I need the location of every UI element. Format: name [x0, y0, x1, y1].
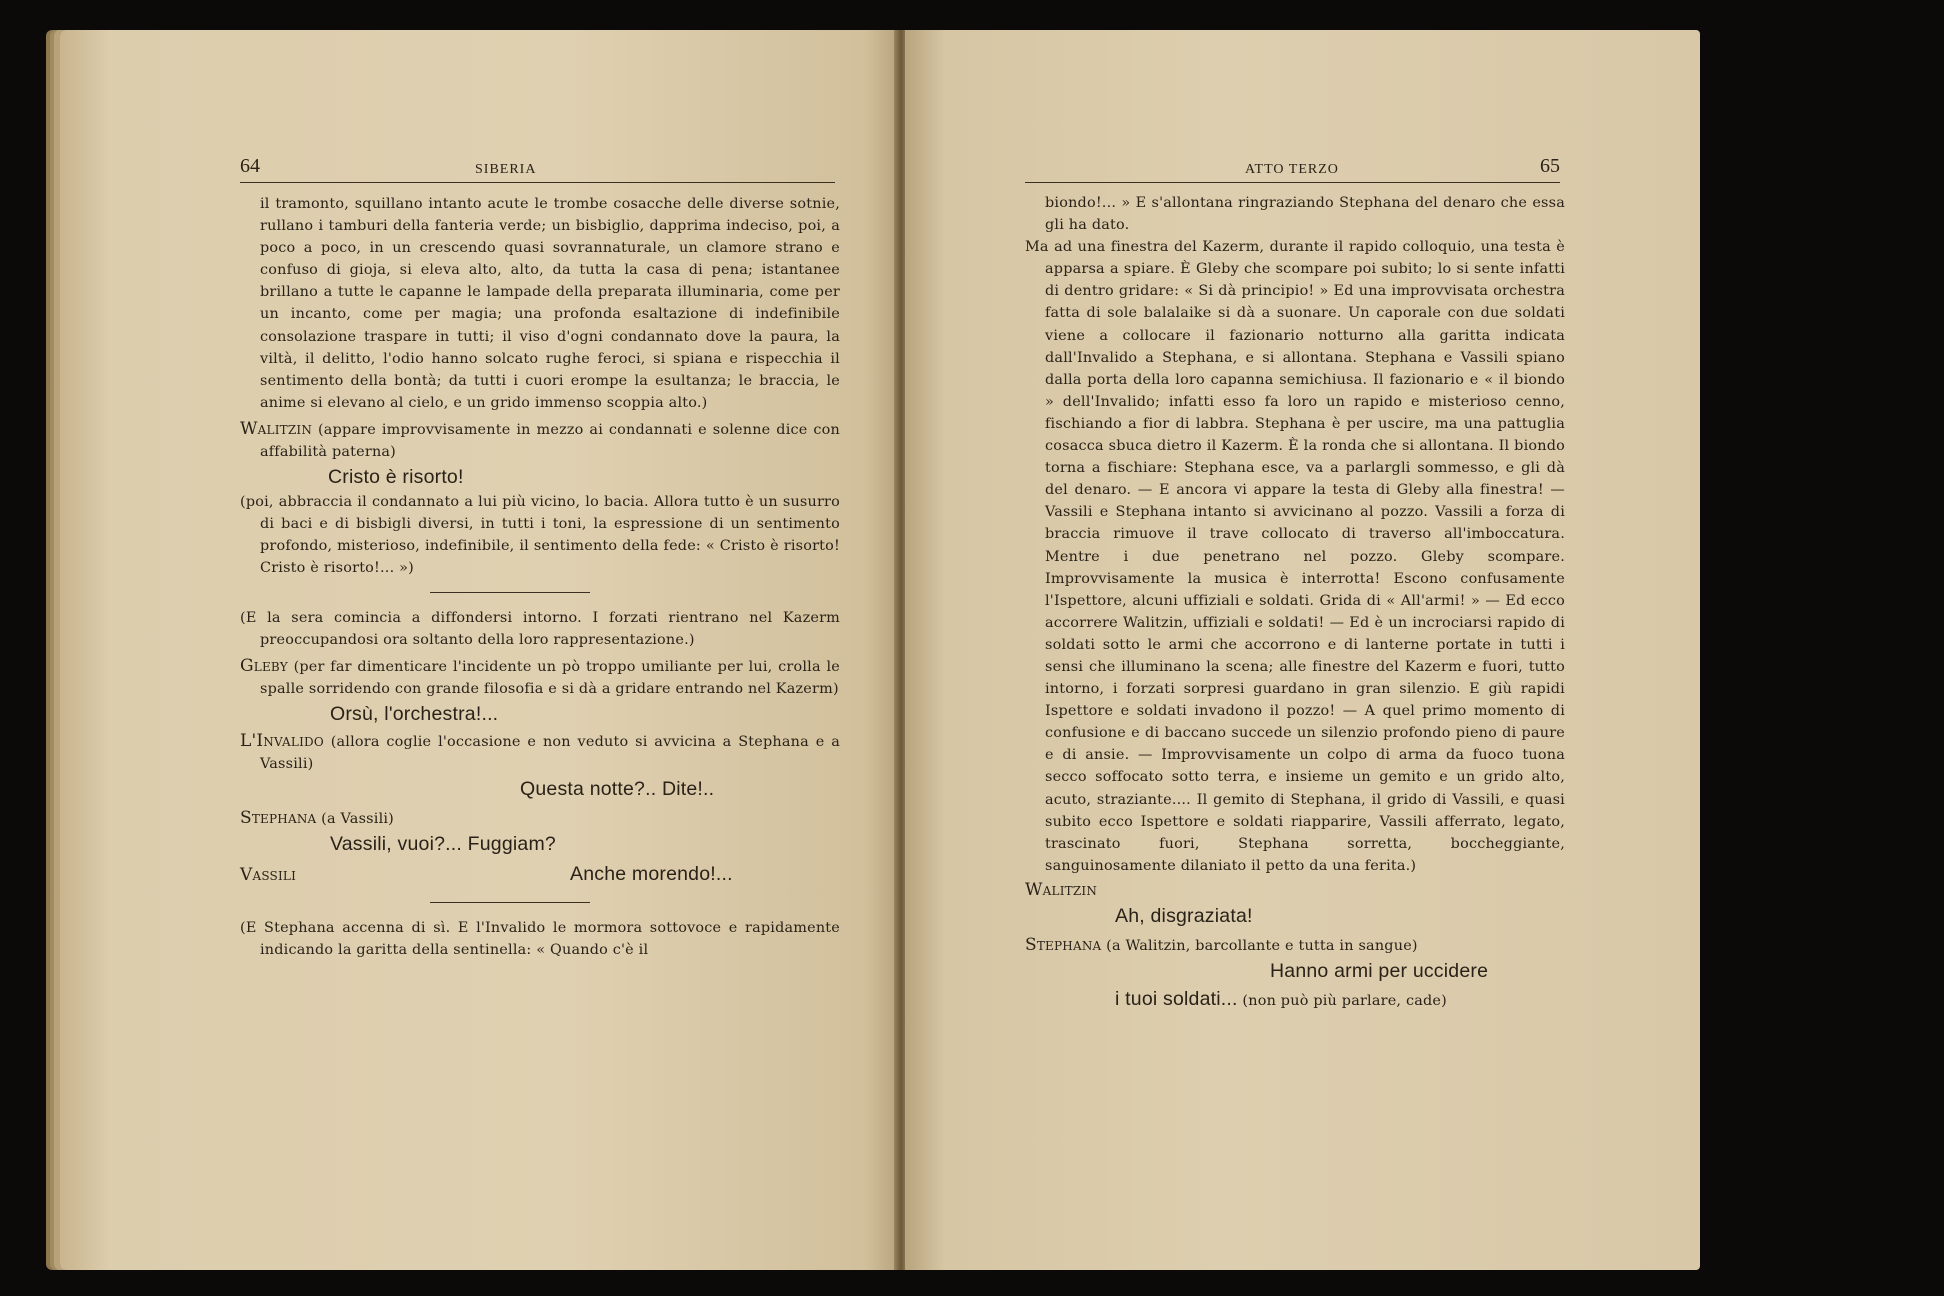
sung-line: Orsù, l'orchestra!...	[330, 702, 499, 725]
running-head-left: SIBERIA	[475, 162, 537, 177]
stage-direction: (a Walitzin, barcollante e tutta in sangue)	[1106, 938, 1418, 954]
stage-direction: (appare improvvisamente in mezzo ai condannati e solenne dice con affabilità paterna)	[260, 421, 840, 461]
walitzin-entry	[240, 418, 840, 463]
stage-direction: (a Vassili)	[321, 811, 394, 828]
invalido-entry	[240, 730, 840, 775]
right-page	[905, 30, 1700, 1270]
walitzin-entry	[1025, 879, 1565, 902]
stage-direction-paragraph: biondo!... » E s'allontana ringraziando Stephana del denaro che essa gli ha dato.	[1045, 195, 1565, 234]
stage-direction-paragraph: (poi, abbraccia il condannato a lui più vicino, lo bacia. Allora tutto è un susurro di baci e di bisbigli diversi, in tutti i toni, la espressione di un sentimento profondo, misterioso, indefinibile, il sentimento della fede: « Cristo è risorto! Cristo è risorto!... »)	[240, 494, 840, 577]
speaker-name: Stephana	[240, 808, 317, 829]
stage-direction: (non può più parlare, cade)	[1242, 993, 1447, 1010]
left-page	[60, 30, 898, 1270]
page-number-left: 64	[240, 155, 260, 177]
speaker-name: L'Invalido	[240, 730, 324, 751]
open-book	[60, 30, 1700, 1270]
stephana-entry	[1025, 934, 1565, 957]
speaker-name: Stephana	[1025, 935, 1102, 955]
speaker-name: Gleby	[240, 655, 288, 676]
sung-line: Ah, disgraziata!	[1115, 905, 1253, 927]
running-head-right: ATTO TERZO	[1245, 162, 1339, 177]
section-divider	[430, 902, 590, 903]
speaker-name: Vassili	[240, 865, 297, 886]
sung-line: Hanno armi per uccidere	[1270, 960, 1489, 983]
right-page-header	[1025, 152, 1560, 183]
speaker-name: Walitzin	[240, 418, 313, 439]
page-number-right: 65	[1540, 155, 1560, 177]
stephana-entry	[240, 807, 840, 830]
right-page-text	[1025, 192, 1565, 1013]
sung-line: Cristo è risorto!	[328, 466, 464, 489]
stage-direction: (allora coglie l'occasione e non veduto si avvicina a Stephana e a Vassili)	[260, 733, 840, 772]
left-page-header	[240, 152, 835, 183]
stage-direction-paragraph: Ma ad una finestra del Kazerm, durante il rapido colloquio, una testa è apparsa a spiare. È Gleby che scompare poi subito; lo si sente infatti di dentro gridare: « Si dà principio! » Ed una improvvisata orchestra fatta di sole balalaike si dà a suonare. Un caporale con due soldati viene a collocare il fazionario notturno alla garitta indicata dall'Invalido a Stephana, e si allontana. Stephana e Vassili spiano dalla porta della loro capanna semichiusa. Il fazionario e « il biondo » dell'Invalido; infatti esso fa loro un rapido e misterioso cenno, fischiando a fior di labbra. Stephana è per uscire, ma una pattuglia cosacca sbuca dietro il Kazerm. È la ronda che si allontana. Il biondo torna a fischiare: Stephana esce, va a parlargli sommesso, e gli dà del denaro. — E ancora vi appare la testa di Gleby alla finestra! — Vassili e Stephana intanto si avvicinano al pozzo. Vassili a forza di braccia rimuove il trave collocato di traverso all'imboccatura. Mentre i due penetrano nel pozzo. Gleby scompare. Improvvisamente la musica è interrotta! Escono confusamente l'Ispettore, alcuni uffiziali e soldati. Grida di « All'armi! » — Ed ecco accorrere Walitzin, uffiziali e soldati! — Ed è un incrociarsi rapido di soldati sotto le armi che accorrono e di lanterne portate in tutti i sensi che illuminano la scena; alle finestre del Kazerm e fuori, tutto intorno, i forzati sorpresi guardano in gran silenzio. E giù rapidi Ispettore e soldati invadono il pozzo! — A quel primo momento di confusione e di baccano succede un silenzio profondo pieno di paure e di ansie. — Improvvisamente un colpo di arma da fuoco tuona secco soffocato sotto terra, e insieme un gemito e un grido alto, acuto, straziante.... Il gemito di Stephana, il grido di Vassili, e quasi subito ecco Ispettore e soldati riapparire, Vassili afferrato, legato, trascinato fuori, Stephana sorretta, boccheggiante, sanguinosamente dilaniato il petto da una ferita.)	[1025, 239, 1565, 874]
stage-direction-paragraph: (E la sera comincia a diffondersi intorno. I forzati rientrano nel Kazerm preoccupandosi ora soltanto della loro rappresentazione.)	[240, 609, 840, 648]
sung-line: Vassili, vuoi?... Fuggiam?	[330, 833, 556, 856]
vassili-entry	[240, 860, 840, 890]
sung-line: i tuoi soldati...	[1115, 988, 1238, 1011]
stage-direction: (per far dimenticare l'incidente un pò troppo umiliante per lui, crolla le spalle sorridendo con grande filosofia e si dà a gridare entrando nel Kazerm)	[260, 658, 840, 697]
sung-line-with-direction	[1025, 985, 1565, 1013]
sung-line: Questa notte?.. Dite!..	[520, 778, 715, 801]
gleby-entry	[240, 655, 840, 700]
left-page-text	[240, 193, 840, 961]
stage-direction-paragraph: il tramonto, squillano intanto acute le trombe cosacche delle diverse sotnie, rullano i tamburi della fanteria verde; un bisbiglio, dapprima indeciso, poi, a poco a poco, in un crescendo quasi sovrannaturale, un clamore strano e confuso di gioja, si eleva alto, alto, da tutta la casa di pena; istantanee brillano a tutte le capanne le lampade della preparata illuminaria, come per un incanto, come per magia; una profonda esaltazione di indefinibile consolazione traspare in tutti; il viso d'ogni condannato dove la paura, la viltà, il delitto, l'odio hanno solcato rughe feroci, si spiana e rispecchia il sentimento della bontà; da tutti i cuori erompe la esultanza; le braccia, le anime si elevano al cielo, e un grido immenso scoppia alto.)	[260, 196, 840, 411]
speaker-name: Walitzin	[1025, 879, 1098, 900]
section-divider	[430, 592, 590, 593]
sung-line: Anche morendo!...	[570, 863, 733, 886]
stage-direction-paragraph: (E Stephana accenna di sì. E l'Invalido le mormora sottovoce e rapidamente indicando la garitta della sentinella: « Quando c'è il	[240, 920, 840, 959]
